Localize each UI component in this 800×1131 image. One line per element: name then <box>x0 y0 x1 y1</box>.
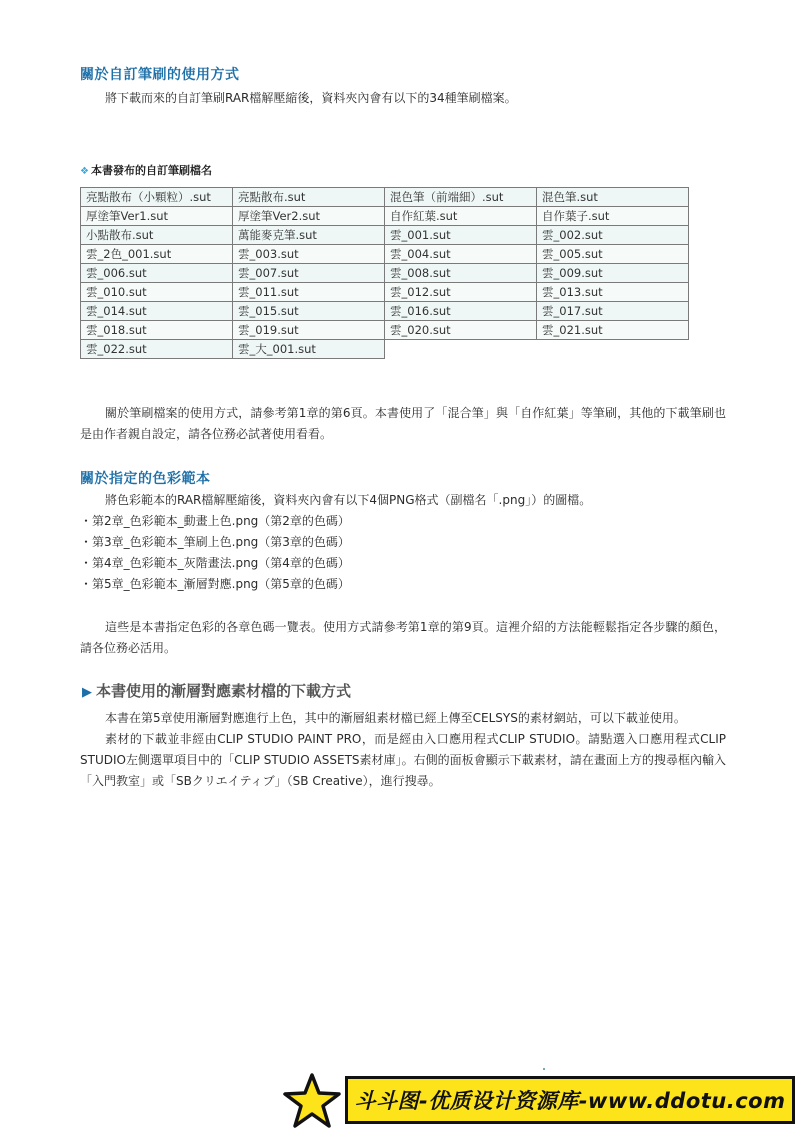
table-cell: 自作紅葉.sut <box>385 207 537 226</box>
table-cell: 雲_004.sut <box>385 245 537 264</box>
table-row <box>81 207 689 226</box>
color-template-file-list <box>80 511 350 595</box>
table-row <box>81 245 689 264</box>
table-cell: 雲_008.sut <box>385 264 537 283</box>
table-row <box>81 188 689 207</box>
table-cell: 小點散布.sut <box>81 226 233 245</box>
table-cell: 自作葉子.sut <box>537 207 689 226</box>
decorative-dot <box>543 1068 545 1070</box>
list-item: ・第3章_色彩範本_筆刷上色.png（第3章的色碼） <box>80 535 350 549</box>
section2-heading: 關於指定的色彩範本 <box>80 471 211 487</box>
list-item: ・第5章_色彩範本_漸層對應.png（第5章的色碼） <box>80 577 350 591</box>
table-cell: 雲_002.sut <box>537 226 689 245</box>
table-cell: 雲_016.sut <box>385 302 537 321</box>
table-cell: 雲_015.sut <box>233 302 385 321</box>
table-cell: 雲_001.sut <box>385 226 537 245</box>
table-cell: 雲_006.sut <box>81 264 233 283</box>
table-cell: 雲_大_001.sut <box>233 340 385 359</box>
section3-para2: 素材的下載並非經由CLIP STUDIO PAINT PRO，而是經由入口應用程式CLIP STUDIO。請點選入口應用程式CLIP STUDIO左側選單項目中的「CLIP STUDIO ASSETS素材庫」。右側的面板會顯示下載素材，請在畫面上方的搜尋框內輸入「入門教室」或「SBクリエイティブ」（SB Creative），進行搜尋。 <box>80 732 726 788</box>
table-cell: 雲_011.sut <box>233 283 385 302</box>
table-cell: 混色筆（前端細）.sut <box>385 188 537 207</box>
table-cell: 雲_2色_001.sut <box>81 245 233 264</box>
table-cell: 雲_005.sut <box>537 245 689 264</box>
section3-heading-text: 本書使用的漸層對應素材檔的下載方式 <box>96 682 352 700</box>
section3-heading <box>82 680 351 701</box>
table-cell: 雲_018.sut <box>81 321 233 340</box>
table-cell: 雲_021.sut <box>537 321 689 340</box>
table-cell: 雲_003.sut <box>233 245 385 264</box>
watermark-text: 斗斗图-优质设计资源库-www.ddotu.com <box>354 1089 786 1113</box>
section3-para1: 本書在第5章使用漸層對應進行上色，其中的漸層組素材檔已經上傳至CELSYS的素材網站，可以下載並使用。 <box>105 711 686 725</box>
table-row <box>81 302 689 321</box>
star-icon <box>282 1072 342 1130</box>
table-cell: 雲_013.sut <box>537 283 689 302</box>
table-cell: 雲_009.sut <box>537 264 689 283</box>
table-cell: 亮點散布（小顆粒）.sut <box>81 188 233 207</box>
table-row <box>81 226 689 245</box>
watermark-banner <box>345 1076 795 1124</box>
section1-intro: 將下載而來的自訂筆刷RAR檔解壓縮後，資料夾內會有以下的34種筆刷檔案。 <box>105 91 517 105</box>
table-cell: 雲_019.sut <box>233 321 385 340</box>
table-row <box>81 264 689 283</box>
table-cell: 雲_007.sut <box>233 264 385 283</box>
table-row <box>81 321 689 340</box>
empty-cell <box>385 340 537 359</box>
section2-intro: 將色彩範本的RAR檔解壓縮後，資料夾內會有以下4個PNG格式（副檔名「.png」）的圖檔。 <box>105 493 592 507</box>
list-item: ・第4章_色彩範本_灰階畫法.png（第4章的色碼） <box>80 556 350 570</box>
section1-note: 關於筆刷檔案的使用方式，請參考第1章的第6頁。本書使用了「混合筆」與「自作紅葉」等筆刷，其他的下載筆刷也是由作者親自設定，請各位務必試著使用看看。 <box>80 406 726 441</box>
table-cell: 雲_010.sut <box>81 283 233 302</box>
table-row <box>81 283 689 302</box>
section1-heading: 關於自訂筆刷的使用方式 <box>80 67 240 83</box>
table-caption <box>80 162 212 178</box>
table-row <box>81 340 689 359</box>
table-cell: 雲_022.sut <box>81 340 233 359</box>
list-item: ・第2章_色彩範本_動畫上色.png（第2章的色碼） <box>80 514 350 528</box>
table-cell: 雲_012.sut <box>385 283 537 302</box>
table-caption-text: 本書發布的自訂筆刷檔名 <box>90 164 212 177</box>
table-cell: 亮點散布.sut <box>233 188 385 207</box>
table-cell: 雲_014.sut <box>81 302 233 321</box>
triangle-right-icon: ▶ <box>82 685 92 700</box>
diamond-icon: ❖ <box>80 166 89 177</box>
table-cell: 雲_017.sut <box>537 302 689 321</box>
table-cell: 厚塗筆Ver1.sut <box>81 207 233 226</box>
table-cell: 混色筆.sut <box>537 188 689 207</box>
table-cell: 萬能麥克筆.sut <box>233 226 385 245</box>
section2-note: 這些是本書指定色彩的各章色碼一覽表。使用方式請參考第1章的第9頁。這裡介紹的方法能輕鬆指定各步驟的顏色，請各位務必活用。 <box>80 620 726 655</box>
brush-file-table <box>80 187 689 359</box>
empty-cell <box>537 340 689 359</box>
table-cell: 厚塗筆Ver2.sut <box>233 207 385 226</box>
table-cell: 雲_020.sut <box>385 321 537 340</box>
